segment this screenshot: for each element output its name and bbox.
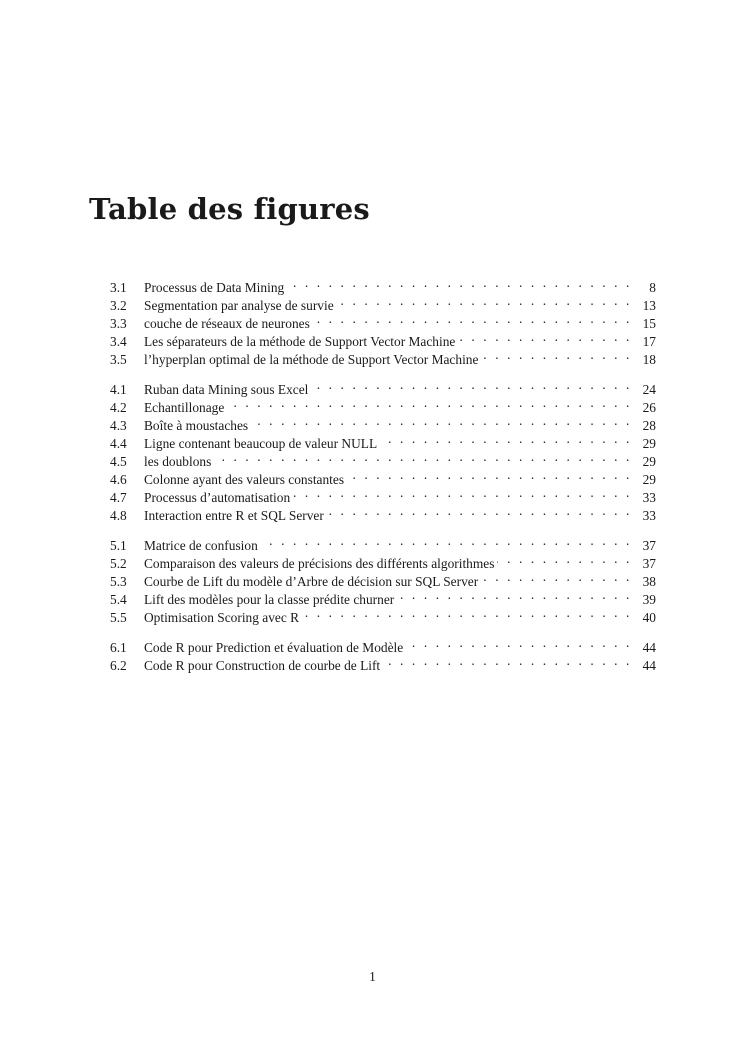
figure-label: Ruban data Mining sous Excel: [144, 381, 311, 399]
figure-number: 4.3: [110, 418, 127, 433]
figure-list: [110, 274, 656, 673]
figure-label: Code R pour Construction de courbe de Lift: [144, 657, 383, 675]
toc-entry[interactable]: [110, 532, 656, 553]
figure-label: Courbe de Lift du modèle d’Arbre de décision sur SQL Server: [144, 573, 481, 591]
page-ref: 15: [642, 316, 656, 331]
page-ref: 39: [642, 592, 656, 607]
figure-group-chapter-5: [110, 532, 656, 625]
page-ref: 44: [642, 640, 656, 655]
figure-number: 4.1: [110, 382, 127, 397]
page-ref: 40: [642, 610, 656, 625]
figure-label: Segmentation par analyse de survie: [144, 297, 337, 315]
page-ref: 38: [642, 574, 656, 589]
figure-label: Les séparateurs de la méthode de Support Vector Machine: [144, 333, 458, 351]
figure-label: Matrice de confusion: [144, 537, 261, 555]
page-ref: 28: [642, 418, 656, 433]
dot-leader: [311, 376, 632, 394]
figure-number: 6.2: [110, 658, 127, 673]
figure-number: 6.1: [110, 640, 127, 655]
figure-label: Interaction entre R et SQL Server: [144, 507, 327, 525]
page-ref: 24: [642, 382, 656, 397]
page-ref: 17: [642, 334, 656, 349]
dot-leader: [302, 604, 632, 622]
figure-group-chapter-3: [110, 274, 656, 367]
toc-entry[interactable]: [110, 274, 656, 295]
figure-label: Colonne ayant des valeurs constantes: [144, 471, 347, 489]
figure-label: Comparaison des valeurs de précisions des différents algorithmes: [144, 555, 497, 573]
dot-leader: [261, 532, 632, 550]
dot-leader: [481, 346, 632, 364]
figure-label: Ligne contenant beaucoup de valeur NULL: [144, 435, 380, 453]
figure-number: 5.4: [110, 592, 127, 607]
page-ref: 37: [642, 556, 656, 571]
page-ref: 29: [642, 472, 656, 487]
page-ref: 8: [649, 280, 656, 295]
figure-group-chapter-4: [110, 376, 656, 523]
figure-group-chapter-6: [110, 634, 656, 673]
figure-number: 3.1: [110, 280, 127, 295]
figure-label: Optimisation Scoring avec R: [144, 609, 302, 627]
page-title: Table des figures: [89, 192, 370, 226]
dot-leader: [313, 310, 632, 328]
figure-label: les doublons: [144, 453, 214, 471]
dot-leader: [327, 502, 632, 520]
figure-label: Echantillonage: [144, 399, 227, 417]
page-ref: 29: [642, 454, 656, 469]
figure-label: Processus de Data Mining: [144, 279, 287, 297]
page-ref: 26: [642, 400, 656, 415]
figure-number: 5.5: [110, 610, 127, 625]
figure-number: 3.3: [110, 316, 127, 331]
page-ref: 29: [642, 436, 656, 451]
page-ref: 18: [642, 352, 656, 367]
page-number: 1: [369, 969, 376, 984]
page-ref: 44: [642, 658, 656, 673]
figure-label: Code R pour Prediction et évaluation de Modèle: [144, 639, 406, 657]
dot-leader: [406, 634, 632, 652]
figure-number: 4.4: [110, 436, 127, 451]
figure-number: 5.3: [110, 574, 127, 589]
figure-label: l’hyperplan optimal de la méthode de Support Vector Machine: [144, 351, 481, 369]
dot-leader: [380, 430, 632, 448]
figure-number: 4.8: [110, 508, 127, 523]
figure-number: 4.6: [110, 472, 127, 487]
dot-leader: [214, 448, 632, 466]
figure-label: Processus d’automatisation: [144, 489, 293, 507]
figure-number: 3.5: [110, 352, 127, 367]
dot-leader: [293, 484, 632, 502]
figure-number: 4.2: [110, 400, 127, 415]
figure-label: Boîte à moustaches: [144, 417, 251, 435]
figure-number: 4.7: [110, 490, 127, 505]
figure-number: 5.2: [110, 556, 127, 571]
dot-leader: [397, 586, 632, 604]
dot-leader: [497, 550, 632, 568]
figure-number: 3.2: [110, 298, 127, 313]
figure-label: couche de réseaux de neurones: [144, 315, 313, 333]
dot-leader: [347, 466, 632, 484]
page-ref: 33: [642, 508, 656, 523]
figure-label: Lift des modèles pour la classe prédite churner: [144, 591, 397, 609]
dot-leader: [481, 568, 632, 586]
toc-entry[interactable]: [110, 634, 656, 655]
page-ref: 33: [642, 490, 656, 505]
dot-leader: [383, 652, 632, 670]
figure-number: 5.1: [110, 538, 127, 553]
dot-leader: [287, 274, 632, 292]
figure-number: 4.5: [110, 454, 127, 469]
dot-leader: [337, 292, 632, 310]
page-ref: 37: [642, 538, 656, 553]
dot-leader: [251, 412, 632, 430]
page-ref: 13: [642, 298, 656, 313]
dot-leader: [458, 328, 632, 346]
toc-entry[interactable]: [110, 376, 656, 397]
figure-number: 3.4: [110, 334, 127, 349]
dot-leader: [227, 394, 632, 412]
